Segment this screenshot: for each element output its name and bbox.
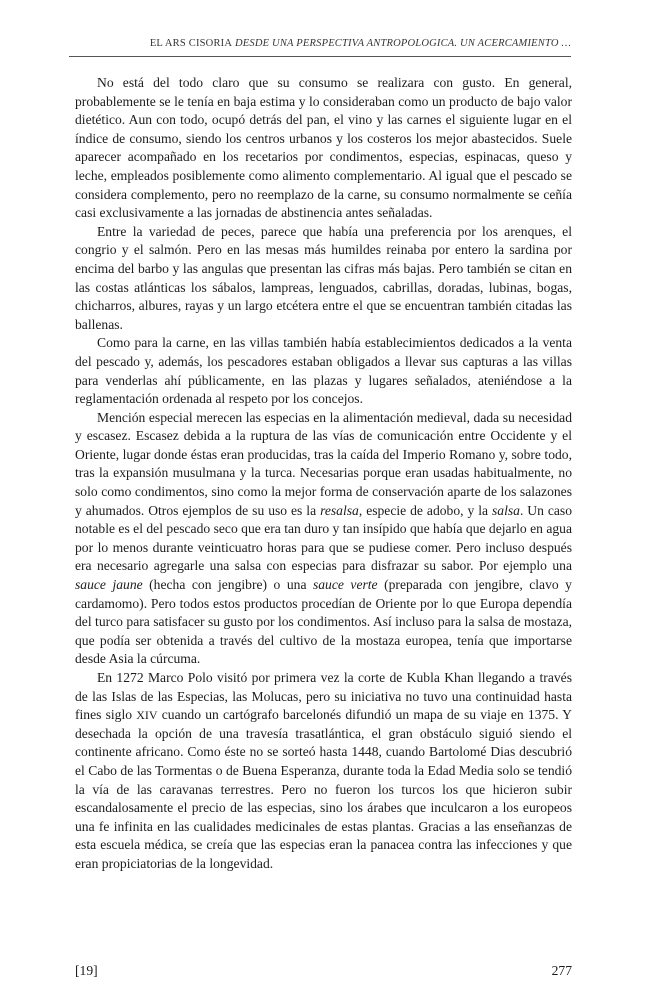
running-header [69,38,571,49]
paragraph [75,223,572,335]
italic-term: sauce verte [312,577,378,593]
paragraph [75,74,572,223]
roman-numeral: XIV [136,708,158,723]
running-header-part2: DESDE UNA PERSPECTIVA ANTROPOLÓGICA. UN ACERCAMIENTO … [234,38,571,49]
text-run: Mención especial merecen las especias en la alimentación medieval, dada su necesidad y escasez. Escasez debida a la ruptura de las vías de comunicación entre Occidente y el Oriente, lugar donde éstas eran producidas, tras la caída del Imperio Romano y, sobre todo, tras la expansión musulmana y la turca. Necesarias porque eran usadas habitualmente, no solo como condimentos, sino como la mejor forma de conservación aparte de los salazones y ahumados. Otros ejemplos de su uso es la [75,409,572,518]
text-run: No está del todo claro que su consumo se realizara con gusto. En general, probablemente se le tenía en baja estima y lo consideraban como un producto de bajo valor dietético. Aun con todo, ocupó detrás del pan, el vino y las carnes el siguiente lugar en el índice de consumo, siendo los centros urbanos y los costeros los mejor abastecidos. Suele aparecer acompañado en los recetarios por condimentos, especias, espinacas, queso y leche, empleados posiblemente como alimento complementario. Al igual que el pescado se considera complemento, pero no reemplazo de la carne, su consumo normalmente se ceñía casi exclusivamente a las jornadas de abstinencia antes señaladas. [75,75,572,221]
running-header-part1: EL ARS CISORIA [149,38,233,49]
italic-term: resalsa [320,502,359,518]
header-rule [69,56,571,57]
paragraph [75,669,572,874]
text-run: (hecha con jengibre) o una [142,577,313,593]
paragraph [75,334,572,408]
text-run: cuando un cartógrafo barcelonés difundió un mapa de su viaje en 1375. Y desechada la opción de una travesía trasatlántica, el gran obstáculo siguió siendo el continente africano. Como éste no se sorteó hasta 1448, cuando Bartolomé Dias descubrió el Cabo de las Tormentas o de Buena Esperanza, durante toda la Edad Media solo se tendió la vía de las caravanas terrestres. Pero no fueron los turcos los que hicieron subir escandalosamente el precio de las especias, sino los árabes que inculcaron a los europeos una fe infinita en las cualidades medicinales de estas plantas. Gracias a las enseñanzas de esta escuela médica, se creía que las especias eran la panacea contra las infecciones y que eran propiciatorias de la longevidad. [75,707,572,871]
text-run: , especie de adobo, y la [358,502,492,518]
text-run: Como para la carne, en las villas también había establecimientos dedicados a la venta del pescado y, además, los pescadores estaban obligados a llevar sus capturas a las villas para venderlas ahí públicamente, en las plazas y lugares señalados, ateniéndose a la reglamentación ordenada al respeto por los concejos. [75,335,572,407]
italic-term: salsa [491,502,520,518]
text-run: . Un caso notable es el del pescado seco que era tan duro y tan insípido que había que dejarlo en agua por lo menos durante veinticuatro horas para que se pudiese comer. Pero incluso después era necesario agregarle una salsa con especias para disfrazar su sabor. Por ejemplo una [75,502,572,574]
text-run: En 1272 Marco Polo visitó por primera vez la corte de Kubla Khan llegando a través de las Islas de las Especias, las Molucas, pero su iniciativa no tuvo una continuidad hasta fines siglo [75,670,572,723]
page-number: 277 [551,963,572,978]
footer-note-number: [19] [75,963,98,978]
paragraph [75,409,572,669]
text-run: (preparada con jengibre, clavo y cardamomo). Pero todos estos productos procedían de Oriente por lo que Europa dependía del turco para satisfacer su gusto por los condimentos. Así incluso para la salsa de mostaza, que podía ser obtenida a través del cultivo de la mostaza europea, tenía que importarse desde Asia la cúrcuma. [75,577,572,667]
text-run: Entre la variedad de peces, parece que había una preferencia por los arenques, el congrio y el salmón. Pero en las mesas más humildes reinaba por entero la sardina por encima del barbo y las angulas que presentan las cifras más bajas. Pero también se citan en las costas atlánticas los sábalos, lampreas, lenguados, cabrillas, doradas, lubinas, bogas, chicharros, albures, rayas y un largo etcétera entre el que se encuentran también citadas las ballenas. [75,223,572,332]
body-text [75,74,572,874]
italic-term: sauce jaune [75,577,143,593]
